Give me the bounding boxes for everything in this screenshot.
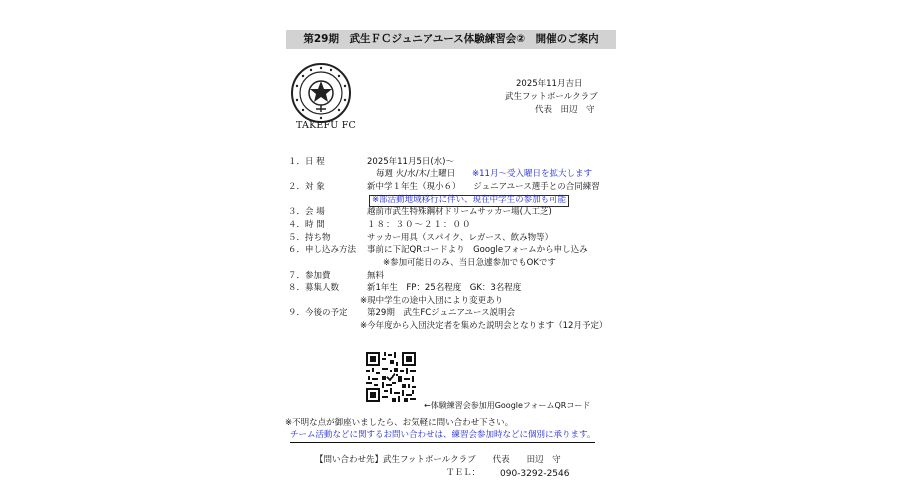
item-num-3: ３． xyxy=(288,207,306,217)
item-num-9: ９． xyxy=(288,308,306,318)
header-club: 武生フットボールクラブ xyxy=(505,92,598,102)
item-label-4: 時 間 xyxy=(305,220,325,230)
item-label-7: 参加費 xyxy=(305,271,331,281)
item-value-8b: ※現中学生の途中入団により変更あり xyxy=(360,296,504,306)
tel-number: 090-3292-2546 xyxy=(500,469,570,479)
item-label-6: 申し込み方法 xyxy=(305,245,357,255)
item-note-1: ※11月～受入曜日を拡大します xyxy=(472,169,592,179)
item-num-7: ７． xyxy=(288,271,306,281)
item-value-5: サッカー用具（スパイク、レガース、飲み物等） xyxy=(367,233,554,243)
item-value-4: １８：３０～２１：００ xyxy=(367,220,472,230)
qr-caption: ←体験練習会参加用GoogleフォームQRコード xyxy=(424,401,591,410)
item-value-6: 事前に下記QRコードより Googleフォームから申し込み xyxy=(367,245,588,255)
contact-label: 【問い合わせ先】武生フットボールクラブ 代表 田辺 守 xyxy=(315,455,561,465)
item-value-6b: ※参加可能日のみ、当日急遽参加でもOKです xyxy=(383,258,556,268)
club-crest-icon xyxy=(290,62,352,124)
item-value-7: 無料 xyxy=(367,271,385,281)
item-value-2: 新中学１年生（現小６） ジュニアユース選手との合同練習 xyxy=(367,182,600,192)
item-value-3: 越前市武生特殊鋼材ドリームサッカー場(人工芝) xyxy=(367,207,552,217)
item-note-2: ※部活動地域移行に伴い、現在中学生の参加も可能 xyxy=(369,195,569,207)
header-rep: 代表 田辺 守 xyxy=(535,105,595,115)
item-num-1: １． xyxy=(288,157,306,167)
item-value-1b: 毎週 火/水/木/土曜日 xyxy=(376,169,456,179)
item-label-5: 持ち物 xyxy=(305,233,331,243)
item-label-1: 日 程 xyxy=(305,157,325,167)
page-title: 第29期 武生ＦＣジュニアユース体験練習会② 開催のご案内 xyxy=(303,33,599,45)
item-num-8: ８． xyxy=(288,283,306,293)
item-value-8: 新1年生 FP：25名程度 GK：3名程度 xyxy=(367,283,522,293)
footer-note-1: ※不明な点が御座いましたら、お気軽に問い合わせ下さい。 xyxy=(285,418,514,428)
item-value-9: 第29期 武生FCジュニアユース説明会 xyxy=(367,308,516,318)
title-bar xyxy=(286,30,616,49)
footer-note-2: チーム活動などに関するお問い合わせは、練習会参加時などに個別に承ります。 xyxy=(290,431,595,443)
item-label-2: 対 象 xyxy=(305,182,325,192)
item-num-4: ４． xyxy=(288,220,306,230)
item-num-2: ２． xyxy=(288,182,306,192)
logo-text: TAKEFU FC xyxy=(296,120,356,131)
item-value-1: 2025年11月5日(水)～ xyxy=(367,157,454,167)
item-label-9: 今後の予定 xyxy=(305,308,348,318)
tel-label: ＴＥＬ： xyxy=(446,468,481,478)
item-label-3: 会 場 xyxy=(305,207,325,217)
item-num-5: ５． xyxy=(288,233,306,243)
header-date: 2025年11月吉日 xyxy=(516,79,583,89)
item-label-8: 募集人数 xyxy=(305,283,340,293)
qr-code[interactable] xyxy=(366,352,416,402)
item-value-9b: ※今年度から入団決定者を集めた説明会となります（12月予定） xyxy=(360,321,608,331)
item-num-6: ６． xyxy=(288,245,306,255)
